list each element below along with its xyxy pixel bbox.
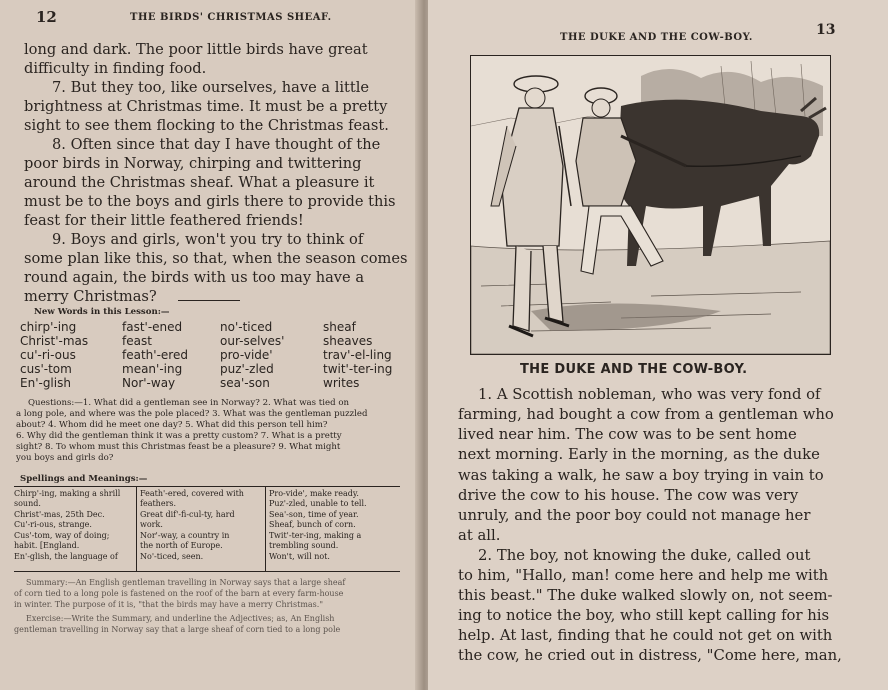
new-word: trav'-el-ling: [323, 348, 392, 362]
section-divider: [178, 300, 240, 301]
spelling-entry: Christ'-mas, 25th Dec.: [14, 510, 105, 519]
right-text-line: ing to notice the boy, who still kept calling for his: [458, 607, 830, 624]
left-page: [0, 0, 425, 690]
spelling-entry: Won't, will not.: [269, 552, 330, 561]
new-word: feath'-ered: [122, 348, 188, 362]
spelling-entry: Chirp'-ing, making a shrill: [14, 489, 121, 498]
left-text-line: must be to the boys and girls there to provide this: [24, 193, 396, 210]
right-text-line: was taking a walk, he saw a boy trying in vain to: [458, 467, 824, 484]
left-text-line: 9. Boys and girls, won't you try to think of: [52, 231, 364, 248]
new-word: chirp'-ing: [20, 320, 77, 334]
right-text-line: next morning. Early in the morning, as the duke: [458, 446, 820, 463]
new-word: sheaf: [323, 320, 356, 334]
new-words-heading: New Words in this Lesson:—: [34, 307, 170, 317]
summary-line: of corn tied to a long pole is fastened on the roof of the barn at every farm-house: [14, 589, 344, 598]
right-text-line: to him, "Hallo, man! come here and help me with: [458, 567, 829, 584]
new-word: twit'-ter-ing: [323, 362, 393, 376]
spelling-entry: habit. [England.: [14, 541, 80, 550]
new-word: En'-glish: [20, 376, 71, 390]
left-text-line: feast for their little feathered friends!: [24, 212, 304, 229]
new-word: pro-vide': [220, 348, 273, 362]
right-text-line: 2. The boy, not knowing the duke, called out: [478, 547, 811, 564]
new-word: puz'-zled: [220, 362, 274, 376]
new-word: writes: [323, 376, 360, 390]
spelling-entry: Sea'-son, time of year.: [269, 510, 359, 519]
column-divider: [265, 487, 266, 571]
spelling-entry: Twit'-ter-ing, making a: [269, 531, 362, 540]
spelling-entry: Nor'-way, a country in: [140, 531, 230, 540]
right-text-line: this beast." The duke walked slowly on, not seem-: [458, 587, 833, 604]
right-text-line: drive the cow to his house. The cow was very: [458, 487, 799, 504]
spelling-entry: work.: [140, 520, 163, 529]
spelling-entry: Pro-vide', make ready.: [269, 489, 359, 498]
left-text-line: long and dark. The poor little birds have great: [24, 41, 368, 58]
spelling-entry: the north of Europe.: [140, 541, 223, 550]
new-word: feast: [122, 334, 152, 348]
question-line: Questions:—1. What did a gentleman see in Norway? 2. What was tied on: [28, 398, 350, 408]
question-line: about? 4. Whom did he meet one day? 5. What did this person tell him?: [16, 420, 328, 430]
illustration-frame: [470, 55, 831, 355]
spellings-heading: Spellings and Meanings:—: [20, 474, 148, 484]
question-line: you boys and girls do?: [16, 453, 114, 463]
right-running-head: THE DUKE AND THE COW-BOY.: [560, 32, 753, 43]
spelling-entry: No'-ticed, seen.: [140, 552, 204, 561]
spelling-entry: Great dif'-fi-cul-ty, hard: [140, 510, 235, 519]
left-text-line: difficulty in finding food.: [24, 60, 207, 77]
left-text-line: round again, the birds with us too may have a: [24, 269, 365, 286]
question-line: 6. Why did the gentleman think it was a pretty custom? 7. What is a pretty: [16, 431, 342, 441]
spelling-entry: Sheaf, bunch of corn.: [269, 520, 356, 529]
new-word: fast'-ened: [122, 320, 183, 334]
new-word: no'-ticed: [220, 320, 273, 334]
left-running-head: THE BIRDS' CHRISTMAS SHEAF.: [130, 12, 332, 23]
spelling-entry: Cu'-ri-ous, strange.: [14, 520, 92, 529]
new-word: mean'-ing: [122, 362, 183, 376]
right-text-line: farming, had bought a cow from a gentleman who: [458, 406, 834, 423]
right-text-line: lived near him. The cow was to be sent home: [458, 426, 797, 443]
spelling-entry: feathers.: [140, 499, 177, 508]
left-text-line: some plan like this, so that, when the season comes: [24, 250, 408, 267]
right-text-line: at all.: [458, 527, 501, 544]
story-title: THE DUKE AND THE COW-BOY.: [520, 362, 748, 377]
new-word: Christ'-mas: [20, 334, 89, 348]
spelling-entry: Cus'-tom, way of doing;: [14, 531, 110, 540]
exercise-line: gentleman travelling in Norway say that a large sheaf of corn tied to a long pole: [14, 625, 341, 634]
left-text-line: around the Christmas sheaf. What a pleasure it: [24, 174, 375, 191]
right-text-line: unruly, and the poor boy could not manage her: [458, 507, 811, 524]
column-divider: [136, 487, 137, 571]
question-line: sight? 8. To whom must this Christmas feast be a pleasure? 9. What might: [16, 442, 341, 452]
left-page-number: 12: [36, 8, 57, 26]
spelling-entry: Feath'-ered, covered with: [140, 489, 244, 498]
spelling-entry: Puz'-zled, unable to tell.: [269, 499, 367, 508]
right-page-number: 13: [816, 22, 836, 38]
summary-line: Summary:—An English gentleman travelling in Norway says that a large sheaf: [26, 578, 346, 587]
right-text-line: help. At last, finding that he could not get on with: [458, 627, 833, 644]
duke-and-cowboy-engraving: [471, 56, 830, 354]
left-text-line: 7. But they too, like ourselves, have a little: [52, 79, 370, 96]
exercise-line: Exercise:—Write the Summary, and underline the Adjectives; as, An English: [26, 614, 335, 623]
right-text-line: the cow, he cried out in distress, "Come here, man,: [458, 647, 842, 664]
summary-line: in winter. The purpose of it is, "that the birds may have a merry Christmas.": [14, 600, 323, 609]
left-text-line: brightness at Christmas time. It must be a pretty: [24, 98, 388, 115]
new-word: sheaves: [323, 334, 373, 348]
left-text-line: sight to see them flocking to the Christmas feast.: [24, 117, 389, 134]
left-text-line: poor birds in Norway, chirping and twittering: [24, 155, 362, 172]
new-word: cus'-tom: [20, 362, 72, 376]
new-word: Nor'-way: [122, 376, 176, 390]
spelling-entry: En'-glish, the language of: [14, 552, 118, 561]
question-line: a long pole, and where was the pole placed? 3. What was the gentleman puzzled: [16, 409, 368, 419]
new-word: sea'-son: [220, 376, 270, 390]
spellings-top-rule: [14, 486, 400, 487]
spelling-entry: trembling sound.: [269, 541, 339, 550]
spelling-entry: sound.: [14, 499, 41, 508]
left-text-line: 8. Often since that day I have thought of the: [52, 136, 381, 153]
left-text-line: merry Christmas?: [24, 288, 157, 305]
spellings-bottom-rule: [14, 571, 400, 572]
new-word: our-selves': [220, 334, 285, 348]
right-text-line: 1. A Scottish nobleman, who was very fond of: [478, 386, 821, 403]
new-word: cu'-ri-ous: [20, 348, 76, 362]
